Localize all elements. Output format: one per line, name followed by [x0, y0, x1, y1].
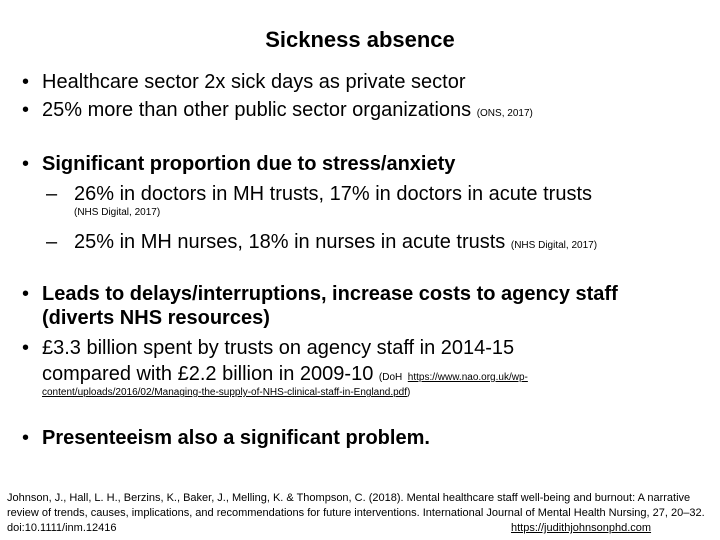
slide-title: Sickness absence: [265, 27, 455, 52]
reference-doi: doi:10.1111/inm.12416: [7, 522, 117, 534]
citation-doh-prefix: (DoH: [378, 372, 403, 383]
bullet-marker: •: [22, 99, 30, 121]
bullet-marker: •: [22, 427, 30, 449]
sub-bullet-dash: –: [46, 183, 58, 205]
sub-bullet-nurses: [74, 230, 597, 258]
sub-bullet-nurses-text: 25% in MH nurses, 18% in nurses in acute trusts: [74, 231, 506, 253]
citation-nao-line2: [42, 387, 410, 399]
bullet-agency-spend-text: compared with £2.2 billion in 2009-10: [42, 363, 374, 385]
citation-doh-suffix: ): [407, 387, 411, 398]
bullet-stress-anxiety: Significant proportion due to stress/anxiety: [42, 153, 456, 175]
bullet-marker: •: [22, 337, 30, 359]
bullet-marker: •: [22, 283, 30, 305]
bullet-marker: •: [22, 153, 30, 175]
reference-website-link[interactable]: https://judithjohnsonphd.com: [511, 522, 652, 534]
sub-bullet-dash: –: [46, 231, 58, 253]
reference-line2: review of trends, causes, implications, and recommendations for future interventions. International Journal of Mental Health Nursing, 27, 20–32.: [7, 507, 705, 519]
citation-nhs-digital-nurses: (NHS Digital, 2017): [510, 240, 598, 251]
citation-nao-link-part1[interactable]: https://www.nao.org.uk/wp-: [407, 372, 528, 383]
sub-bullet-doctors: 26% in doctors in MH trusts, 17% in doctors in acute trusts: [74, 183, 592, 205]
bullet-marker: •: [22, 71, 30, 93]
bullet-agency-spend-line2: [42, 362, 528, 390]
bullet-sick-days: Healthcare sector 2x sick days as private sector: [42, 71, 466, 93]
bullet-public-sector-text: 25% more than other public sector organizations: [42, 99, 472, 121]
reference-line1: Johnson, J., Hall, L. H., Berzins, K., Baker, J., Melling, K. & Thompson, C. (2018). Mental healthcare staff well-being and burnout: A narrative: [7, 492, 691, 504]
bullet-presenteeism: Presenteeism also a significant problem.: [42, 427, 430, 449]
citation-nao-link-part2[interactable]: content/uploads/2016/02/Managing-the-supply-of-NHS-clinical-staff-in-England.pdf: [42, 387, 408, 398]
bullet-agency-spend-line1: £3.3 billion spent by trusts on agency staff in 2014-15: [42, 337, 515, 359]
bullet-delays-line2: (diverts NHS resources): [42, 307, 270, 329]
citation-ons: (ONS, 2017): [476, 108, 533, 119]
bullet-delays-line1: Leads to delays/interruptions, increase costs to agency staff: [42, 283, 618, 305]
citation-nhs-digital-doctors: (NHS Digital, 2017): [74, 207, 161, 218]
bullet-public-sector: [42, 98, 533, 126]
